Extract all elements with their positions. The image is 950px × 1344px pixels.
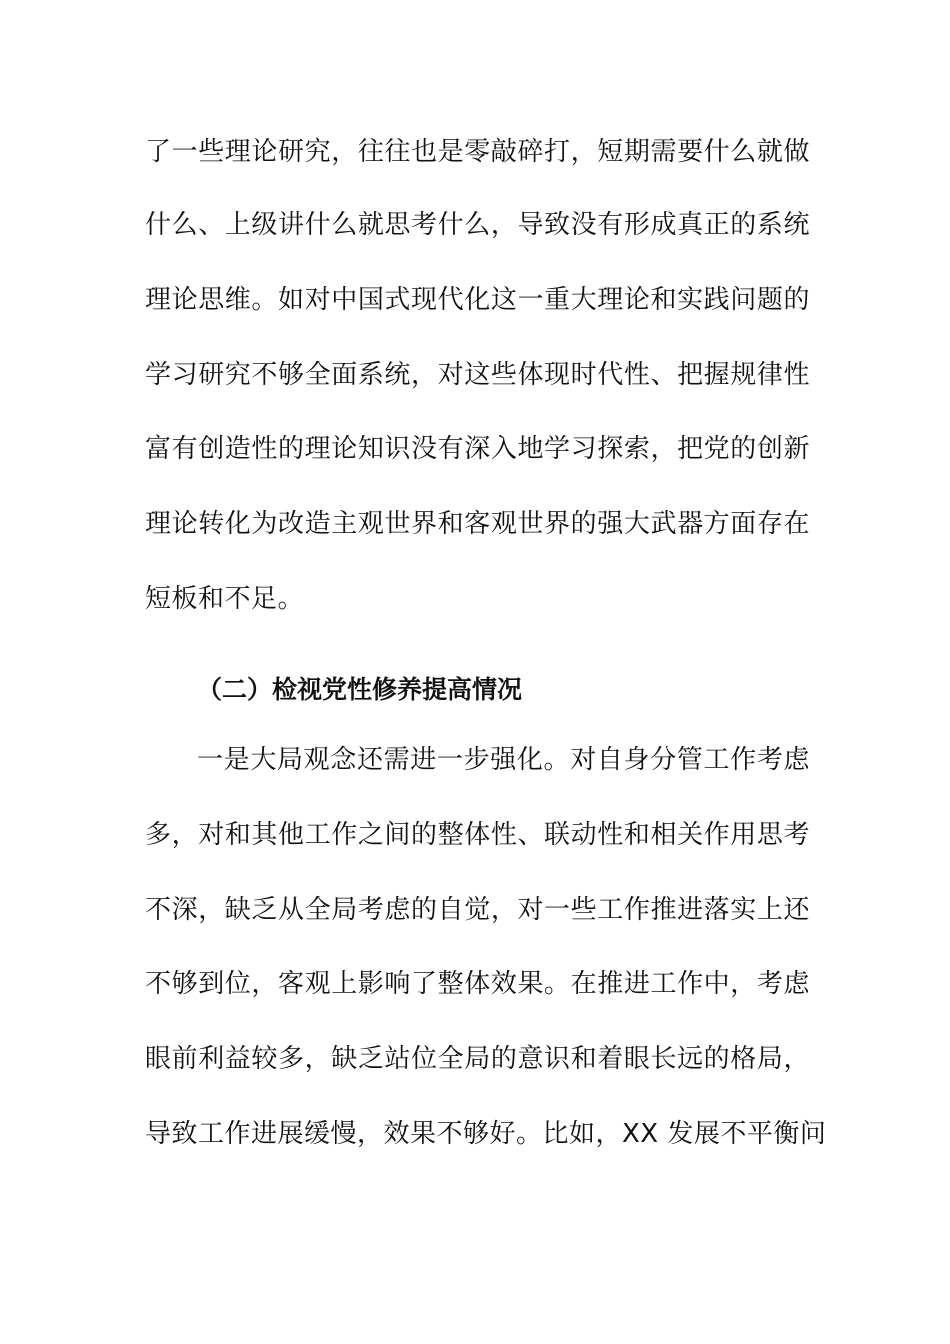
text-line: 理论转化为改造主观世界和客观世界的强大武器方面存在 — [145, 509, 810, 539]
text-line: 不深，缺乏从全局考虑的自觉，对一些工作推进落实上还 — [145, 895, 810, 925]
text-line: 理论思维。如对中国式现代化这一重大理论和实践问题的 — [145, 285, 810, 315]
text-line: 一是大局观念还需进一步强化。对自身分管工作考虑 — [197, 745, 810, 775]
text-line: 导致工作进展缓慢，效果不够好。比如，XX 发展不平衡问 — [145, 1119, 827, 1149]
text-line: 什么、上级讲什么就思考什么，导致没有形成真正的系统 — [145, 210, 810, 240]
section-heading: （二）检视党性修养提高情况 — [197, 675, 523, 704]
text-line: 不够到位，客观上影响了整体效果。在推进工作中，考虑 — [145, 969, 810, 999]
text-line: 富有创造性的理论知识没有深入地学习探索，把党的创新 — [145, 434, 810, 464]
text-line: 眼前利益较多，缺乏站位全局的意识和着眼长远的格局， — [145, 1044, 810, 1074]
text-line: 多，对和其他工作之间的整体性、联动性和相关作用思考 — [145, 820, 810, 850]
text-line: 了一些理论研究，往往也是零敲碎打，短期需要什么就做 — [145, 137, 810, 167]
text-line: 学习研究不够全面系统，对这些体现时代性、把握规律性 — [145, 360, 810, 390]
text-line: 短板和不足。 — [145, 584, 305, 614]
